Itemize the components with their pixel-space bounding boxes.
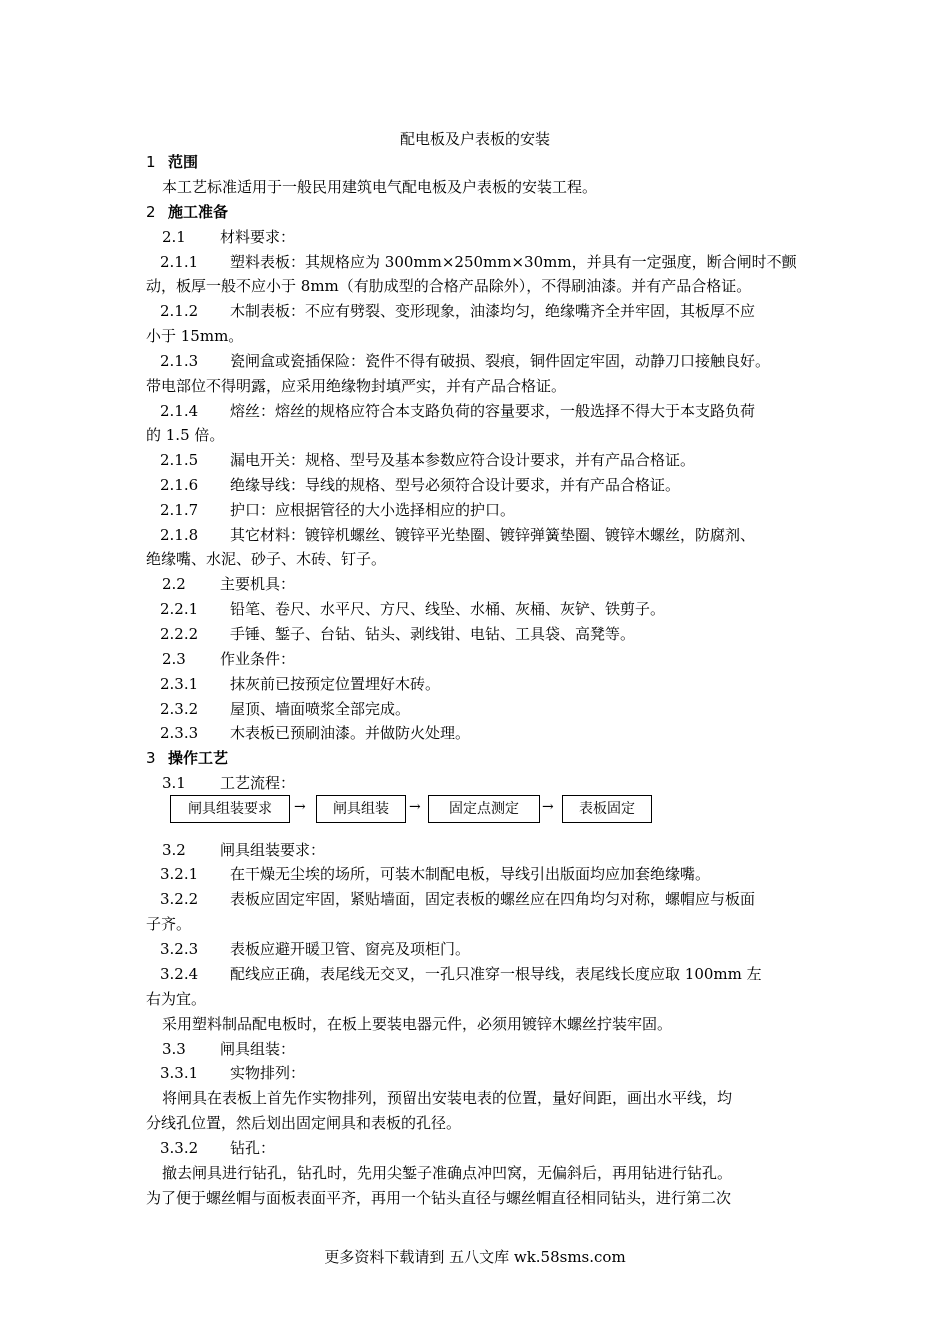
clause-continuation: 小于 15mm。: [146, 327, 244, 345]
flow-arrow: →: [409, 799, 421, 815]
footer-link[interactable]: 更多资料下载请到 五八文库 wk.58sms.com: [324, 1248, 626, 1266]
clause: 3.2.2 表板应固定牢固，紧贴墙面，固定表板的螺丝应在四角均匀对称，螺帽应与板面: [160, 890, 756, 908]
clause: 3.2.4 配线应正确，表尾线无交叉，一孔只准穿一根导线，表尾线长度应取 100mm 左: [160, 965, 762, 983]
paragraph: 撤去闸具进行钻孔，钻孔时，先用尖錾子准确点冲凹窝，无偏斜后，再用钻进行钻孔。: [162, 1164, 733, 1182]
flow-step-3: 固定点测定: [428, 795, 540, 823]
flow-arrow: →: [294, 799, 306, 815]
clause: 2.1.5 漏电开关：规格、型号及基本参数应符合设计要求，并有产品合格证。: [160, 451, 696, 469]
clause: 2.1.8 其它材料：镀锌机螺丝、镀锌平光垫圈、镀锌弹簧垫圈、镀锌木螺丝，防腐剂、: [160, 526, 756, 544]
clause: 2.1.3 瓷闸盒或瓷插保险：瓷件不得有破损、裂痕，铜件固定牢固，动静刀口接触良好。: [160, 352, 771, 370]
flow-step-2: 闸具组装: [316, 795, 406, 823]
paragraph-continuation: 分线孔位置，然后划出固定闸具和表板的孔径。: [146, 1114, 462, 1132]
clause: 2.2.1 铅笔、卷尺、水平尺、方尺、线坠、水桶、灰桶、灰铲、铁剪子。: [160, 600, 666, 618]
clause-continuation: 右为宜。: [146, 990, 207, 1008]
clause: 2.2.2 手锤、錾子、台钻、钻头、剥线钳、电钻、工具袋、高凳等。: [160, 625, 636, 643]
section-heading-2: 2 施工准备: [146, 203, 229, 221]
clause: 2.3.2 屋顶、墙面喷浆全部完成。: [160, 700, 411, 718]
clause-continuation: 动，板厚一般不应小于 8mm（有肋成型的合格产品除外），不得刷油漆。并有产品合格证。: [146, 277, 752, 295]
clause: 3.3.1 实物排列：: [160, 1064, 306, 1082]
clause-continuation: 绝缘嘴、水泥、砂子、木砖、钉子。: [146, 550, 387, 568]
clause: 2.1.4 熔丝：熔丝的规格应符合本支路负荷的容量要求，一般选择不得大于本支路负荷: [160, 402, 756, 420]
clause: 2.1.1 塑料表板：其规格应为 300mm×250mm×30mm，并具有一定强度，断合闸时不颤: [160, 253, 797, 271]
section-heading-3: 3 操作工艺: [146, 749, 229, 767]
clause: 2.1.6 绝缘导线：导线的规格、型号必须符合设计要求，并有产品合格证。: [160, 476, 681, 494]
section-heading-1: 1 范围: [146, 153, 199, 171]
clause: 3.2.3 表板应避开暖卫管、窗亮及项柜门。: [160, 940, 471, 958]
paragraph-continuation: 为了便于螺丝帽与面板表面平齐，再用一个钻头直径与螺丝帽直径相同钻头，进行第二次: [146, 1189, 732, 1207]
subsection-heading: 3.2 闸具组装要求：: [162, 841, 326, 859]
subsection-heading: 2.1 材料要求：: [162, 228, 296, 246]
subsection-heading: 3.1 工艺流程：: [162, 774, 296, 792]
subsection-heading: 2.3 作业条件：: [162, 650, 296, 668]
clause: 2.3.3 木表板已预刷油漆。并做防火处理。: [160, 724, 471, 742]
flow-arrow: →: [542, 799, 554, 815]
clause: 2.1.7 护口：应根据管径的大小选择相应的护口。: [160, 501, 516, 519]
clause-continuation: 带电部位不得明露，应采用绝缘物封填严实，并有产品合格证。: [146, 377, 567, 395]
subsection-heading: 2.2 主要机具：: [162, 575, 296, 593]
clause: 2.3.1 抹灰前已按预定位置埋好木砖。: [160, 675, 441, 693]
document-title: 配电板及户表板的安装: [399, 130, 550, 148]
subsection-heading: 3.3 闸具组装：: [162, 1040, 296, 1058]
clause: 3.3.2 钻孔：: [160, 1139, 276, 1157]
clause-continuation: 子齐。: [146, 915, 192, 933]
paragraph: 将闸具在表板上首先作实物排列，预留出安装电表的位置，量好间距，画出水平线，均: [162, 1089, 733, 1107]
clause: 2.1.2 木制表板：不应有劈裂、变形现象，油漆均匀，绝缘嘴齐全并牢固，其板厚不应: [160, 302, 756, 320]
flow-step-1: 闸具组装要求: [170, 795, 290, 823]
paragraph: 本工艺标准适用于一般民用建筑电气配电板及户表板的安装工程。: [162, 178, 598, 196]
clause: 3.2.1 在干燥无尘埃的场所，可装木制配电板，导线引出版面均应加套绝缘嘴。: [160, 865, 711, 883]
flow-step-4: 表板固定: [562, 795, 652, 823]
clause-continuation: 的 1.5 倍。: [146, 426, 225, 444]
paragraph: 采用塑料制品配电板时，在板上要装电器元件，必须用镀锌木螺丝拧装牢固。: [162, 1015, 673, 1033]
